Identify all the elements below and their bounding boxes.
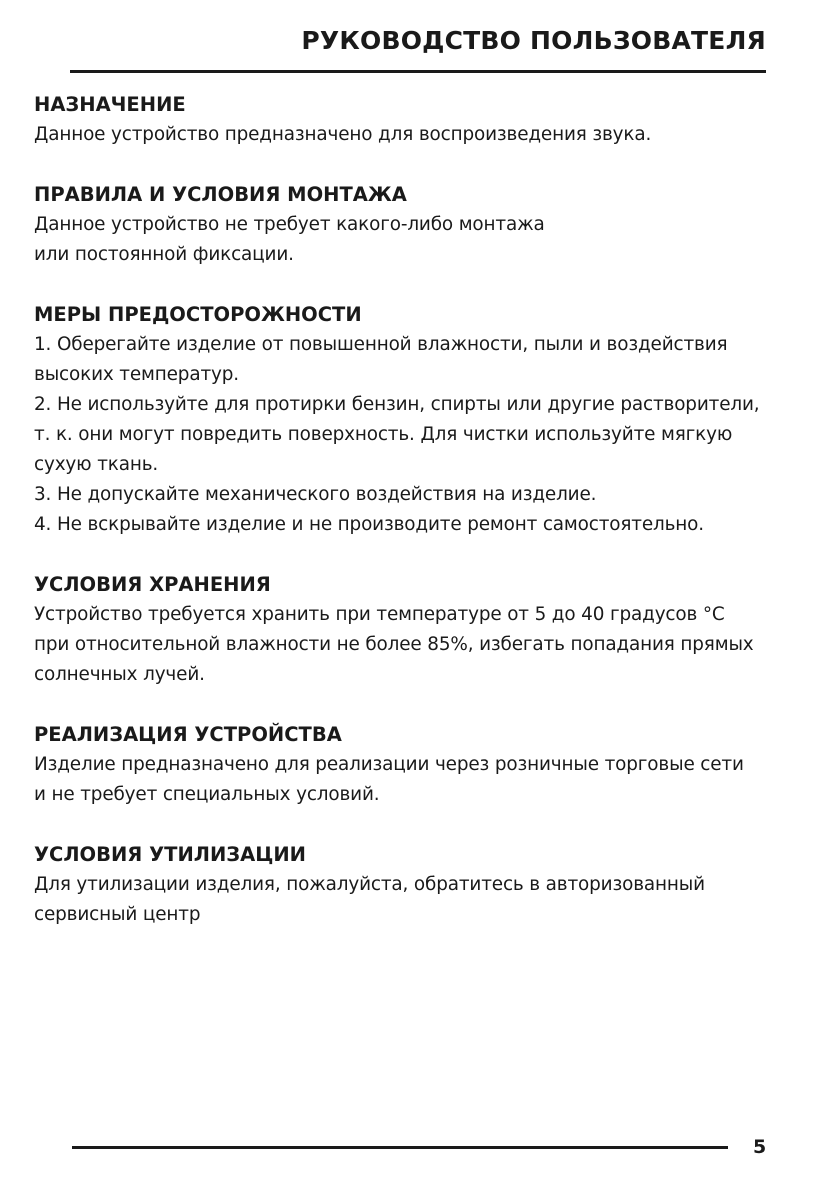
section-text-line: т. к. они могут повредить поверхность. Для чистки используйте мягкую (34, 424, 733, 445)
section-heading: РЕАЛИЗАЦИЯ УСТРОЙСТВА (34, 723, 342, 746)
section-text-line: солнечных лучей. (34, 664, 205, 685)
section-heading: УСЛОВИЯ УТИЛИЗАЦИИ (34, 843, 306, 866)
document-body (34, 90, 824, 960)
section-text-line: 2. Не используйте для протирки бензин, спирты или другие растворители, (34, 394, 760, 415)
section-text-line: 4. Не вскрывайте изделие и не производите ремонт самостоятельно. (34, 514, 704, 535)
section-disposal (34, 840, 824, 930)
section-text-line: Для утилизации изделия, пожалуйста, обратитесь в авторизованный (34, 874, 705, 895)
section-heading: МЕРЫ ПРЕДОСТОРОЖНОСТИ (34, 303, 362, 326)
section-text-line: и не требует специальных условий. (34, 784, 380, 805)
footer-divider (72, 1146, 728, 1149)
section-text-line: 1. Оберегайте изделие от повышенной влажности, пыли и воздействия (34, 334, 728, 355)
section-text-line: высоких температур. (34, 364, 239, 385)
section-text-line: Данное устройство предназначено для воспроизведения звука. (34, 124, 652, 145)
page-header-title: РУКОВОДСТВО ПОЛЬЗОВАТЕЛЯ (301, 26, 766, 55)
section-heading: ПРАВИЛА И УСЛОВИЯ МОНТАЖА (34, 183, 407, 206)
section-heading: УСЛОВИЯ ХРАНЕНИЯ (34, 573, 271, 596)
section-purpose (34, 90, 824, 150)
section-text-line: при относительной влажности не более 85%, избегать попадания прямых (34, 634, 754, 655)
section-installation (34, 180, 824, 270)
section-text-line: 3. Не допускайте механического воздействия на изделие. (34, 484, 597, 505)
section-text-line: Данное устройство не требует какого-либо монтажа (34, 214, 545, 235)
section-text-line: Устройство требуется хранить при температуре от 5 до 40 градусов °С (34, 604, 725, 625)
section-heading: НАЗНАЧЕНИЕ (34, 93, 186, 116)
section-text-line: или постоянной фиксации. (34, 244, 294, 265)
section-text-line: сухую ткань. (34, 454, 159, 475)
page-number: 5 (753, 1136, 767, 1158)
section-text-line: Изделие предназначено для реализации через розничные торговые сети (34, 754, 744, 775)
section-storage (34, 570, 824, 690)
section-text-line: сервисный центр (34, 904, 201, 925)
header-divider (70, 70, 766, 73)
section-sales (34, 720, 824, 810)
section-precautions (34, 300, 824, 540)
